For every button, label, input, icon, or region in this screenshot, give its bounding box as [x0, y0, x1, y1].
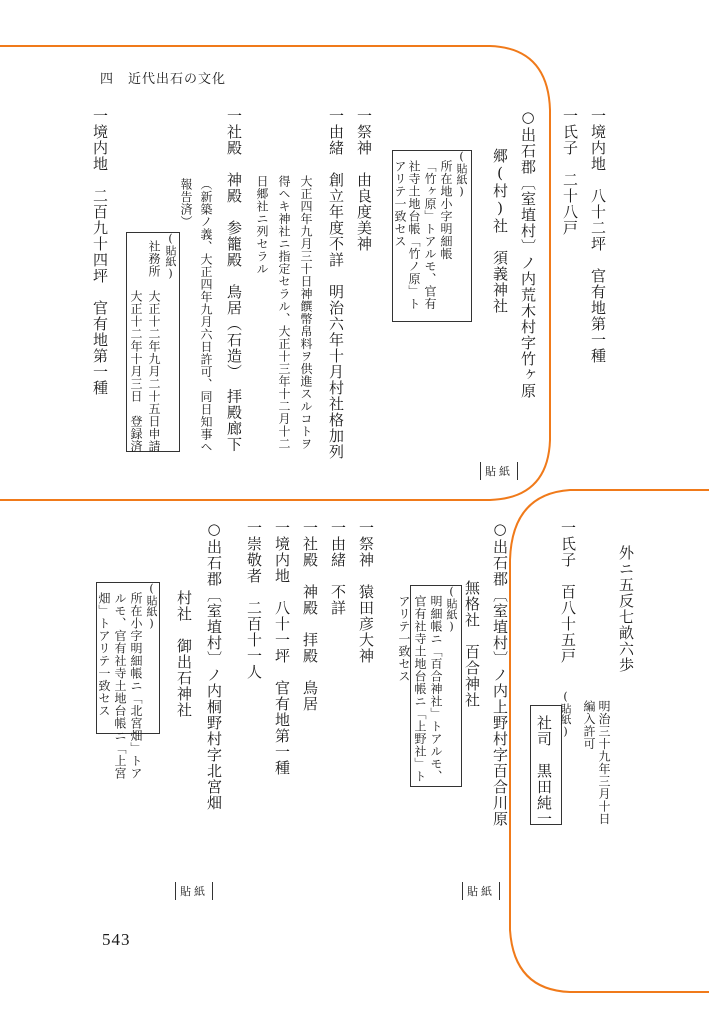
shrine-name: 無格社 百合神社 [463, 580, 481, 708]
paste-stamp: 貼紙 [462, 882, 500, 900]
note-line: 社務所 大正十二年九月二十五日申請 [147, 240, 161, 453]
shrine-title: ○出石郡〔室埴村〕ノ内桐野村字北宮畑 [205, 520, 223, 811]
note-line: 明細帳ニ「百合神社」トアルモ、 [429, 595, 443, 783]
shrine-title: ○出石郡〔室埴村〕ノ内荒木村字竹ヶ原 [519, 108, 537, 399]
paste-stamp: 貼紙 [480, 462, 518, 480]
note-line: 所在地小字明細帳 [439, 160, 453, 260]
shrine-name: 村社 御出石神社 [175, 590, 193, 718]
item-line: 大正四年九月三十日神饌幣帛料ヲ供進スルコトヲ [299, 175, 313, 450]
text-column: 一氏子 二十八戸 [561, 108, 579, 236]
page-number: 543 [102, 930, 131, 949]
note-tag: (貼紙) [445, 585, 458, 633]
paste-stamp: 貼紙 [175, 882, 213, 900]
note-line: 社寺土地台帳「竹ノ原」ト [407, 160, 421, 310]
shrine-title: ○出石郡〔室埴村〕ノ内上野村字百合川原 [491, 520, 509, 827]
item-line: 日郷社ニ列セラル [255, 175, 269, 275]
item-line: 一祭神 猿田彦大神 [357, 520, 375, 664]
text-column: 編入許可 [582, 700, 596, 750]
note-line: 「竹ヶ原」トアルモ、官有 [423, 160, 437, 310]
note-tag: (貼紙) [559, 690, 572, 738]
item-line: 一崇敬者 二百十一人 [245, 520, 263, 680]
text-column: 一境内地 八十二坪 官有地第一種 [589, 108, 607, 364]
note-line: 官有社寺土地台帳ニ「上野社」ト [413, 595, 427, 783]
shrine-name: 郷(村)社 須義神社 [491, 148, 509, 314]
item-line: （新築ノ義、大正四年九月六日許可、同日知事ヘ [199, 178, 213, 453]
item-line: 一祭神 由良度美神 [355, 108, 373, 252]
text-column: 一氏子 百八十五戸 [559, 520, 577, 664]
item-line: 一由緒 不詳 [329, 520, 347, 616]
note-line: 畑」トアリテ一致セス [97, 592, 111, 717]
note-line: ルモ、官有社寺土地台帳ニ「上宮 [113, 592, 127, 780]
item-line: 一由緒 創立年度不詳 明治六年十月村社格加列 [327, 108, 345, 460]
text-column: 明治三十九年三月十日 [597, 700, 611, 825]
text-column: 外ニ五反七畝六歩 [617, 545, 635, 673]
item-line: 一社殿 神殿 参籠殿 鳥居（石造） 拝殿廊下 [225, 108, 243, 453]
priest-name: 社司 黒田純一 [535, 715, 553, 827]
note-line: アリテ一致セス [397, 595, 411, 683]
item-line: 一境内地 八十一坪 官有地第一種 [273, 520, 291, 776]
note-tag: (貼紙) [455, 150, 468, 198]
note-tag: (貼紙) [164, 232, 177, 280]
item-line: 報告済） [179, 178, 193, 228]
note-line: アリテ一致セス [393, 160, 407, 248]
running-title: 四 近代出石の文化 [100, 72, 227, 87]
note-line: 所在小字明細帳ニ「北宮畑」トア [129, 592, 143, 780]
item-line: 得ヘキ神社ニ指定セラル、大正十三年十二月十二 [277, 175, 291, 450]
note-line: 大正十二年十月三日 登録済 [129, 240, 143, 453]
item-line: 一社殿 神殿 拝殿 鳥居 [301, 520, 319, 712]
note-tag: (貼紙) [145, 582, 158, 630]
item-line: 一境内地 二百九十四坪 官有地第一種 [91, 108, 109, 396]
